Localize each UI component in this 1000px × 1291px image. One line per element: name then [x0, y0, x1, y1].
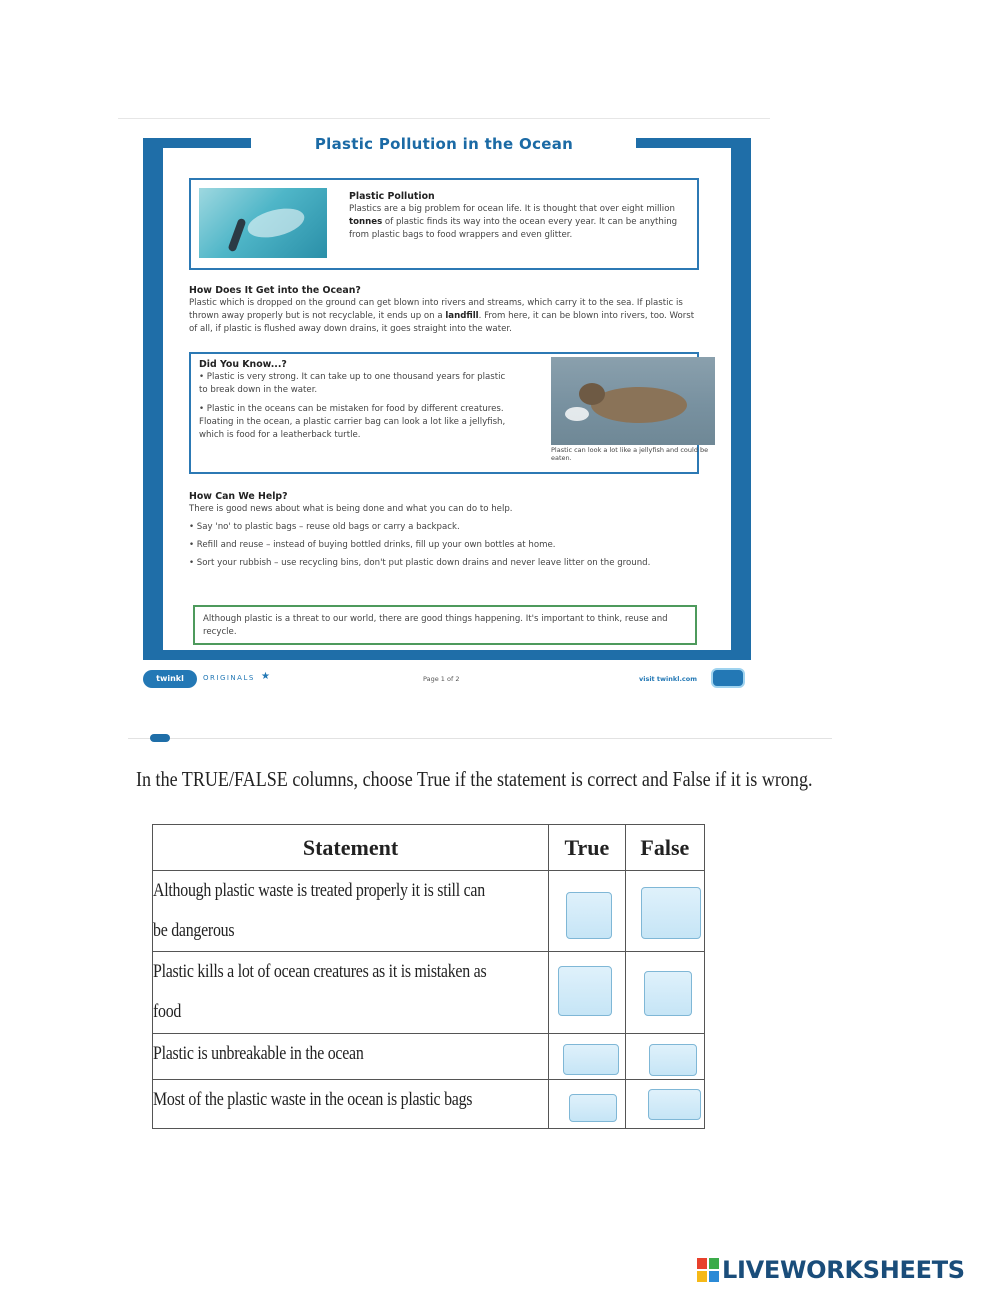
poster-frame-bottom: [143, 650, 751, 660]
liveworksheets-wordmark: LIVEWORKSHEETS: [722, 1256, 965, 1284]
did-you-know-heading: Did You Know...?: [199, 359, 287, 370]
header-false: False: [625, 825, 704, 871]
statement-cell: Plastic is unbreakable in the ocean: [153, 1034, 549, 1080]
false-cell: [625, 1034, 704, 1080]
bird-photo-caption: Plastic can look a lot like a jellyfish and could be eaten.: [551, 446, 709, 462]
true-cell: [549, 871, 626, 952]
answer-box-true[interactable]: [566, 892, 612, 939]
table-row: [153, 1034, 705, 1080]
table-row: [153, 952, 705, 1034]
answer-box-false[interactable]: [649, 1044, 697, 1076]
page-number: Page 1 of 2: [423, 675, 460, 683]
poster-top-divider: [118, 118, 770, 119]
false-cell: [625, 952, 704, 1034]
help-section: [189, 490, 701, 570]
closing-box: [193, 605, 697, 645]
answer-box-true[interactable]: [569, 1094, 617, 1122]
bird-with-plastic-photo: [551, 357, 715, 445]
false-cell: [625, 1080, 704, 1129]
section-divider: [128, 738, 832, 739]
table-header-row: [153, 825, 705, 871]
table-row: [153, 871, 705, 952]
how-heading: How Does It Get into the Ocean?: [189, 285, 361, 296]
originals-label: ORIGINALS: [203, 674, 255, 682]
worksheet-poster: [143, 135, 751, 698]
poster-frame-top-right: [636, 138, 751, 148]
false-cell: [625, 871, 704, 952]
intro-text-block: [349, 190, 691, 242]
true-false-table: [152, 824, 705, 1129]
fact-1: • Plastic is very strong. It can take up to one thousand years for plastic to break down in the water.: [199, 372, 506, 395]
answer-box-false[interactable]: [648, 1089, 701, 1120]
divider-mark: [150, 734, 170, 742]
how-section: [189, 284, 701, 336]
help-heading: How Can We Help?: [189, 491, 288, 502]
plastic-in-water-photo: [199, 188, 327, 258]
intro-box: [189, 178, 699, 270]
help-item: • Sort your rubbish – use recycling bins, don't put plastic down drains and never leave litter on the ground.: [189, 558, 651, 568]
poster-frame-top-left: [143, 138, 251, 148]
closing-text: Although plastic is a threat to our world, there are good things happening. It's important to think, reuse and recycle.: [203, 614, 668, 637]
twinkl-badge-icon: [711, 668, 745, 688]
header-true: True: [549, 825, 626, 871]
liveworksheets-logo: [697, 1256, 965, 1284]
table-row: [153, 1080, 705, 1129]
did-you-know-text: [199, 358, 511, 442]
how-paragraph: Plastic which is dropped on the ground can get blown into rivers and streams, which carry it to the sea. If plastic is thrown away properly but is not recyclable, it ends up on a landfill. From here, it can be blown into rivers, too. Worst of all, if plastic is flushed away down drains, it goes straight into the water.: [189, 298, 695, 334]
statement-cell: Most of the plastic waste in the ocean is plastic bags: [153, 1080, 549, 1129]
true-cell: [549, 1080, 626, 1129]
true-cell: [549, 952, 626, 1034]
statement-cell: Plastic kills a lot of ocean creatures as it is mistaken as food: [153, 952, 549, 1034]
answer-box-false[interactable]: [644, 971, 692, 1016]
poster-frame-left: [143, 138, 163, 660]
answer-box-false[interactable]: [641, 887, 701, 939]
help-item: • Refill and reuse – instead of buying bottled drinks, fill up your own bottles at home.: [189, 540, 556, 550]
fact-2: • Plastic in the oceans can be mistaken for food by different creatures. Floating in the ocean, a plastic carrier bag can look a lot like a jellyfish, which is food for a leatherback turtle.: [199, 404, 506, 440]
help-item: • Say 'no' to plastic bags – reuse old bags or carry a backpack.: [189, 522, 460, 532]
true-cell: [549, 1034, 626, 1080]
star-icon: ★: [261, 671, 270, 682]
exercise-instructions: In the TRUE/FALSE columns, choose True if the statement is correct and False if it is wrong.: [136, 767, 813, 791]
intro-heading: Plastic Pollution: [349, 191, 435, 202]
did-you-know-box: [189, 352, 709, 474]
answer-box-true[interactable]: [558, 966, 612, 1016]
poster-title: Plastic Pollution in the Ocean: [314, 135, 574, 153]
intro-paragraph: Plastics are a big problem for ocean life. It is thought that over eight million tonnes of plastic finds its way into the ocean every year. It can be anything from plastic bags to food wrappers and even glitter.: [349, 204, 678, 240]
header-statement: Statement: [153, 825, 549, 871]
answer-box-true[interactable]: [563, 1044, 619, 1075]
statement-cell: Although plastic waste is treated properly it is still can be dangerous: [153, 871, 549, 952]
help-intro: There is good news about what is being done and what you can do to help.: [189, 504, 513, 514]
liveworksheets-icon: [697, 1258, 719, 1282]
visit-link: visit twinkl.com: [639, 675, 698, 683]
twinkl-logo: twinkl: [143, 670, 197, 688]
poster-frame-right: [731, 138, 751, 660]
